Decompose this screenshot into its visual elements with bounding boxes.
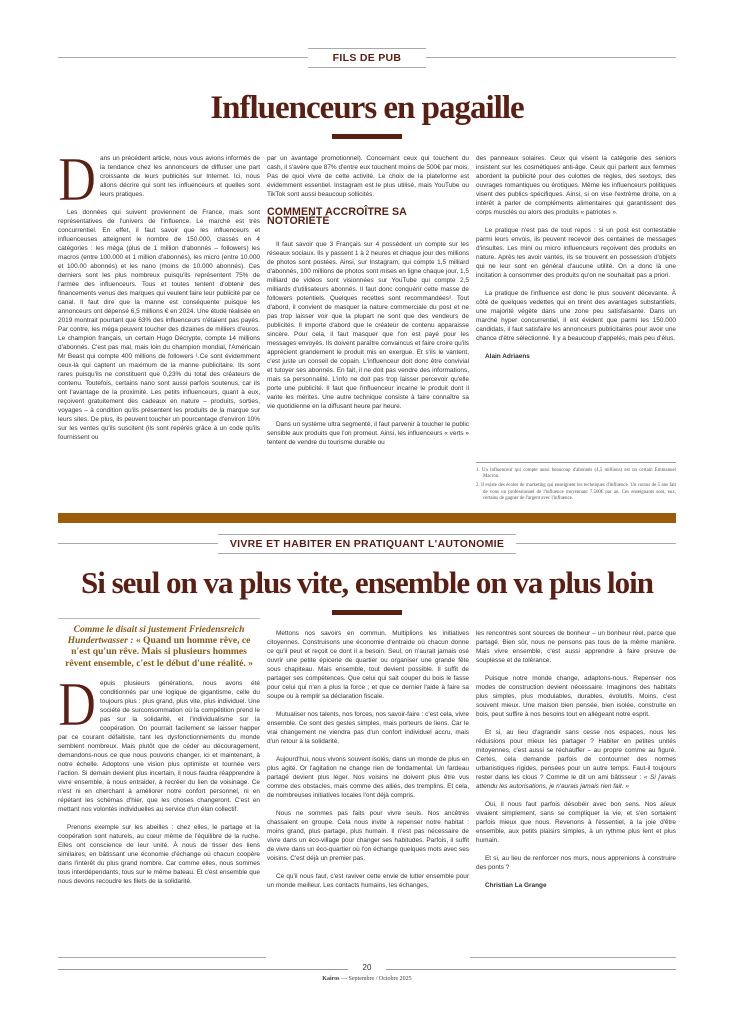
page-number: 20	[362, 963, 372, 972]
column-end-rule	[470, 957, 676, 958]
article2-paragraph: Oui, il nous faut parfois désobéir avec bon sens. Nos aïeux vivaient simplement, sans se compliquer la vie, et s'en sortaient parfois mieux que nous. Revenons à l'essentiel, à la joie d'être ensemble, aux petits plaisirs simples, à un rythme plus lent et plus humain.	[476, 801, 676, 844]
footer-rule-left	[58, 969, 348, 970]
article2-author: Christian La Grange	[485, 882, 547, 889]
article1-paragraph: Le pratique n'est pas de tout repos : si un post est contestable parmi leurs envois, ils peuvent recevoir des centaines de messages d'insultes. Les mini ou micro influenceurs reçoivent des produits en nature. Après les avoir vantés, ils se trouvent en possession d'objets qui ne leur sont en général d'aucune utilité. On a donc là une incitation à consommer des produits qu'on ne souhaitait pas a priori.	[476, 227, 676, 279]
article2-paragraph: Prenons exemple sur les abeilles : chez elles, le partage et la coopération sont naturels, au cœur même de l'équilibre de la ruche. Elles ont conscience de leur unité. À nous de tisser des liens similaires, en bâtissant une économie d'échange où chacun coopère dans l'intérêt du plus grand nombre. Car comme elles, nous sommes tous interdépendants, tous sur le même bateau. Et c'est ensemble que nous devons recoudre les filets de la solidarité.	[58, 823, 260, 885]
section-label-autonomie	[58, 534, 676, 554]
title-rule	[332, 134, 402, 139]
issue-date: — Septembre / Octobre 2025	[341, 976, 412, 982]
article1-paragraph: des panneaux solaires. Ceux qui visent la catégorie des seniors insistent sur les cosmétiques anti-âge. Ceux qui parlent aux femmes abordent la publicité pour des culottes de règles, des sextoys, des ouvrages romantiques ou érotiques. Même les influenceurs politiques visent des publics spécifiques. Ainsi, si on vise l'extrême droite, on a intérêt à parler de compléments alimentaires qui garantissent des corps musclés ou alors des produits « patriotes ».	[476, 155, 676, 216]
section-label-text: VIVRE ET HABITER EN PRATIQUANT L'AUTONOMIE	[218, 534, 516, 554]
section-label-fils-de-pub	[58, 48, 676, 68]
article1-column-1	[58, 146, 260, 451]
article1-paragraph: La pratique de l'influence est donc le plus souvent décevante. À côté de quelques vedettes qui en tirent des avantages substantiels, une majorité végète dans une zone peu satisfaisante. Dans un marché hyper concurrentiel, il est évident que parmi les 150.000 candidats, il faut satisfaire les annonceurs publicitaires pour avoir une chance d'être sélectionné. Il y a beaucoup d'appelés, mais peu d'élus.	[476, 290, 676, 342]
divider	[516, 543, 676, 544]
pull-quote	[58, 618, 260, 669]
article2-paragraph: les rencontres sont sources de bonheur – un bonheur réel, parce que partagé. Bien sûr, nous ne pensons pas tous de la même manière. Mais vivre ensemble, c'est aussi apprendre à faire preuve de souplesse et de tolérance.	[476, 630, 676, 664]
lead-text: ans un précédent article, nous vous avions informés de la tendance chez les annonceurs de diffuser une part croissante de leurs publicités sur Internet. Ici, nous allons décrire qui sont les influenceurs et quelles sont leurs pratiques.	[100, 155, 260, 198]
article1-title: Influenceurs en pagaille	[210, 90, 524, 126]
article1-footnotes	[476, 462, 676, 505]
inline-quote: « Si j'avais attendu les autorisations, je n'aurais jamais rien fait. »	[476, 774, 677, 790]
quote-text: « Quand un homme rêve, ce n'est qu'un rêve. Mais si plusieurs hommes rêvent ensemble, c'est le début d'une réalité. »	[65, 635, 253, 669]
lead-text: epuis plusieurs générations, nous avons été conditionnés par une logique de gigantisme, celle du toujours plus : plus grand, plus vite, plus individuel. Une société de surconsommation où la compétition prend le pas sur la solidarité, et l'individualisme sur la coopération. On pourrait facilement se laisser happer par ce courant défaitiste, tant les dysfonctionnements du monde semblent nombreux. Mais plutôt que de céder au découragement, demandons-nous ce que nous pouvons changer, ici et maintenant, à notre échelle. Adoptons une vision plus optimiste et tournée vers l'action. Si demain devient plus incertain, il nous faudra réapprendre à vivre ensemble, à nous entraider, à recréer du lien de voisinage. Ce n'est ni en cherchant à améliorer notre confort personnel, ni en répétant les schémas d'hier, que les choses changeront. C'est en mettant nos volontés individuelles au service d'un élan collectif.	[58, 679, 260, 813]
article2-paragraph: Aujourd'hui, nous vivons souvent isolés, dans un monde de plus en plus agité. Or l'agitation ne change rien de fondamental. Un fardeau partagé devient plus léger. Nos voisins ne doivent plus être vus comme des obstacles, mais comme des alliés, des tremplins. Et cela, de nombreuses initiatives locales l'ont déjà compris.	[267, 756, 469, 799]
section-divider-bar	[58, 513, 676, 523]
divider	[426, 57, 676, 58]
article2-paragraph	[476, 728, 676, 791]
article1-paragraph: Il faut savoir que 3 Français sur 4 possèdent un compte sur les réseaux sociaux. Ils y passent 1 à 2 heures et chaque jour des millions de photos sont postées. Ainsi, sur Instagram, qui compte 1,5 milliard d'abonnés, 100 millions de photos sont mises en ligne chaque jour, 1,5 milliard de vidéos sont visionnées sur YouTube qui compte 2,5 milliards d'utilisateurs abonnés. Il faut donc conquérir cette masse de followers potentiels. Quelques recettes sont recommandées². Tout d'abord, il convient de masquer la nature commerciale du post et ne pas trop laisser voir que la plupart ne sont que des vendeurs de publicités. Il importe d'abord que le créateur de contenu apparaisse sincère. Pour cela, il faut masquer que l'on est payé pour les messages envoyés. Ils doivent paraître convaincus et faire croire qu'ils apprécient grandement le produit mis en exergue. Et s'ils le vantent, c'est juste un conseil de copain. L'influenceur doit donc être convivial et tutoyer ses abonnés. En fait, il ne doit pas vendre des informations, mais sa personnalité. L'info ne doit pas trop laisser percevoir qu'elle porte une publicité. Il faut que l'influenceur incarne le produit dont il vante les mérites. Une autre technique consiste à faire connaître sa vie quotidienne en la diffusant heure par heure.	[267, 241, 469, 410]
article2-paragraph: Ce qu'il nous faut, c'est raviver cette envie de lutter ensemble pour un monde meilleur. Les contacts humains, les échanges,	[267, 873, 469, 889]
article1-column-2	[267, 154, 469, 456]
column-end-rule	[58, 957, 266, 958]
article2-title: Si seul on va plus vite, ensemble on va plus loin	[81, 565, 653, 600]
article1-paragraph: Les données qui suivent proviennent de France, mais sont représentatives de l'univers de l'influence. Le marché est très concurrentiel. En effet, il faut savoir que les influenceurs et influenceuses atteignent le nombre de 150.000, classés en 4 catégories : les méga (plus de 1 million d'abonnés – followers) les macros (entre 100.000 et 1 million d'abonnés), les micro (entre 10.000 et 100.00 abonnés) et les nano (moins de 10.000 abonnés). Ces derniers sont les plus nombreux puisqu'ils représentent 75% de l'armée des influenceurs. Tous et toutes tentent d'obtenir des financements venus des marques qui veulent faire leur publicité par ce canal. Il faut dire que la manne est conséquente puisque les annonceurs ont dépensé 6,5 millions € en 2024. Une étude réalisée en 2019 montrait pourtant que 63% des influenceurs n'étaient pas payés. Par contre, les méga peuvent toucher des dizaines de milliers d'euros. Le champion français, un certain Hugo Décrypte, compte 14 millions d'abonnés. C'est pas mal, mais loin du champion mondial, l'Américain Mr Beast qui compte 400 millions de followers ¹.Ce sont évidemment ceux-là qui captent un maximum de la manne publicitaire. Ils sont rares puisqu'ils ne constituent que 0,23% du total des créateurs de contenu. Toutefois, certains nano sont aussi parfois soutenus, car ils ont l'avantage de la proximité. Les petits influenceurs, quant à eux, reçoivent gratuitement des cadeaux en nature – produits, sorties, voyages – à condition qu'ils présentent les produits de la marque sur leurs sites. De plus, ils peuvent toucher un pourcentage d'environ 10% sur les ventes qu'ils suscitent (ils sont repérés grâce à un code qu'ils fournissent ou	[58, 209, 260, 441]
article2-paragraph: Et si, au lieu de renforcer nos murs, nous apprenions à construire des ponts ?	[476, 855, 676, 871]
divider	[58, 57, 308, 58]
section-label-text: FILS DE PUB	[308, 48, 426, 68]
paragraph-text: Et si, au lieu d'agrandir sans cesse nos espaces, nous les réduisions pour mieux les partager ? Habiter en petites unités mitoyennes, c'est aussi se réchauffer – au propre comme au figuré. Certes, cela demande parfois de contourner des normes urbanistiques rigides, pensées pour un autre temps. Faut-il toujours rester dans les clous ? Comme le dit un ami bâtisseur :	[476, 729, 676, 781]
article1-paragraph: Dans un système ultra segmenté, il faut parvenir à toucher le public sensible aux produits que l'on promeut. Ainsi, les influenceurs « verts » tentent de vendre du tourisme durable ou	[267, 421, 469, 446]
article1-column-3	[476, 154, 676, 370]
article2-paragraph: Puisque notre monde change, adaptons-nous. Repenser nos modes de construction devient nécessaire. Imaginons des habitats plus simples, plus modulables, durables, évolutifs. Moins, c'est souvent mieux. Une maison bien pensée, bien isolée, construite en bois, peut suffire à nos besoins tout en allégeant notre esprit.	[476, 675, 676, 718]
article1-subheading: COMMENT ACCROÎTRE SA NOTORIÉTÉ	[267, 206, 407, 227]
article1-paragraph: par un avantage promotionnel). Concernant ceux qui touchent du cash, il s'avère que 87% d'entre eux touchent moins de 500€ par mois. Pas de quoi vivre de cette activité. Le choix de la plateforme est évidemment essentiel. Instagram est le plus utilisé, mais YouTube ou TikTok sont aussi beaucoup sollicités.	[267, 155, 469, 198]
article2-paragraph: Mettons nos savoirs en commun. Multiplions les initiatives citoyennes. Construisons une économie d'entraide où chacun donne ce qu'il peut et reçoit ce dont il a besoin. Seul, on n'aurait jamais osé ouvrir une petite épicerie de quartier ou organiser une grande fête sous chapiteau. Mais ensemble, tout devient possible. Il suffit de partager ses compétences. Que celui qui sait couper du bois le fasse pour celui qui n'en a plus la force ; et que ce dernier l'aide à faire sa soupe ou à remplir sa déclaration fiscale.	[267, 630, 469, 700]
article2-column-2	[267, 629, 469, 899]
article1-author: Alain Adriaens	[485, 353, 530, 360]
dropcap: D	[58, 670, 97, 739]
publication-name: Kairos	[322, 976, 340, 982]
dropcap: D	[58, 146, 97, 214]
footnote-2: 2. Il existe des écoles de marketing qui enseignent les techniques d'influence. Un cursus de 5 ans fait de vous un professionnel de l'influence moyennant 7.500€ par an. Ces enseignants sont, eux, certains de gagner de l'argent avec l'influence.	[476, 483, 676, 501]
article2-paragraph: Mutualiser nos talents, nos forces, nos savoir-faire : c'est cela, vivre ensemble. Ce sont des gestes simples, mais porteurs de liens. Car le vrai changement ne viendra pas d'un confort individuel accru, mais d'un retour à la solidarité.	[267, 711, 469, 745]
footer-publication	[58, 976, 676, 982]
footer-rule-right	[386, 969, 676, 970]
title-rule	[332, 610, 402, 615]
article2-lead	[58, 670, 260, 814]
quote-intro: Comme le disait si justement Friedensreich Hundertwasser :	[67, 624, 245, 647]
divider	[58, 543, 218, 544]
article2-column-1	[58, 618, 260, 895]
article2-column-3	[476, 629, 676, 899]
article2-paragraph: Nous ne sommes pas faits pour vivre seuls. Nos ancêtres chassaient en groupe. Cela nous invite à repenser notre habitat : moins grand, plus partagé, plus humain. Il n'est pas nécessaire de vivre dans un éco-village pour changer ses habitudes. Parfois, il suffit de vivre dans un éco-quartier où l'on échange quelques mots avec ses voisins. C'est déjà un premier pas.	[267, 810, 469, 862]
footnote-1: 1. Un influenceur qui compte aussi beaucoup d'abonnés (4,5 millions) est un certain Emmanuel Macron.	[476, 468, 676, 480]
article1-lead	[58, 146, 260, 214]
